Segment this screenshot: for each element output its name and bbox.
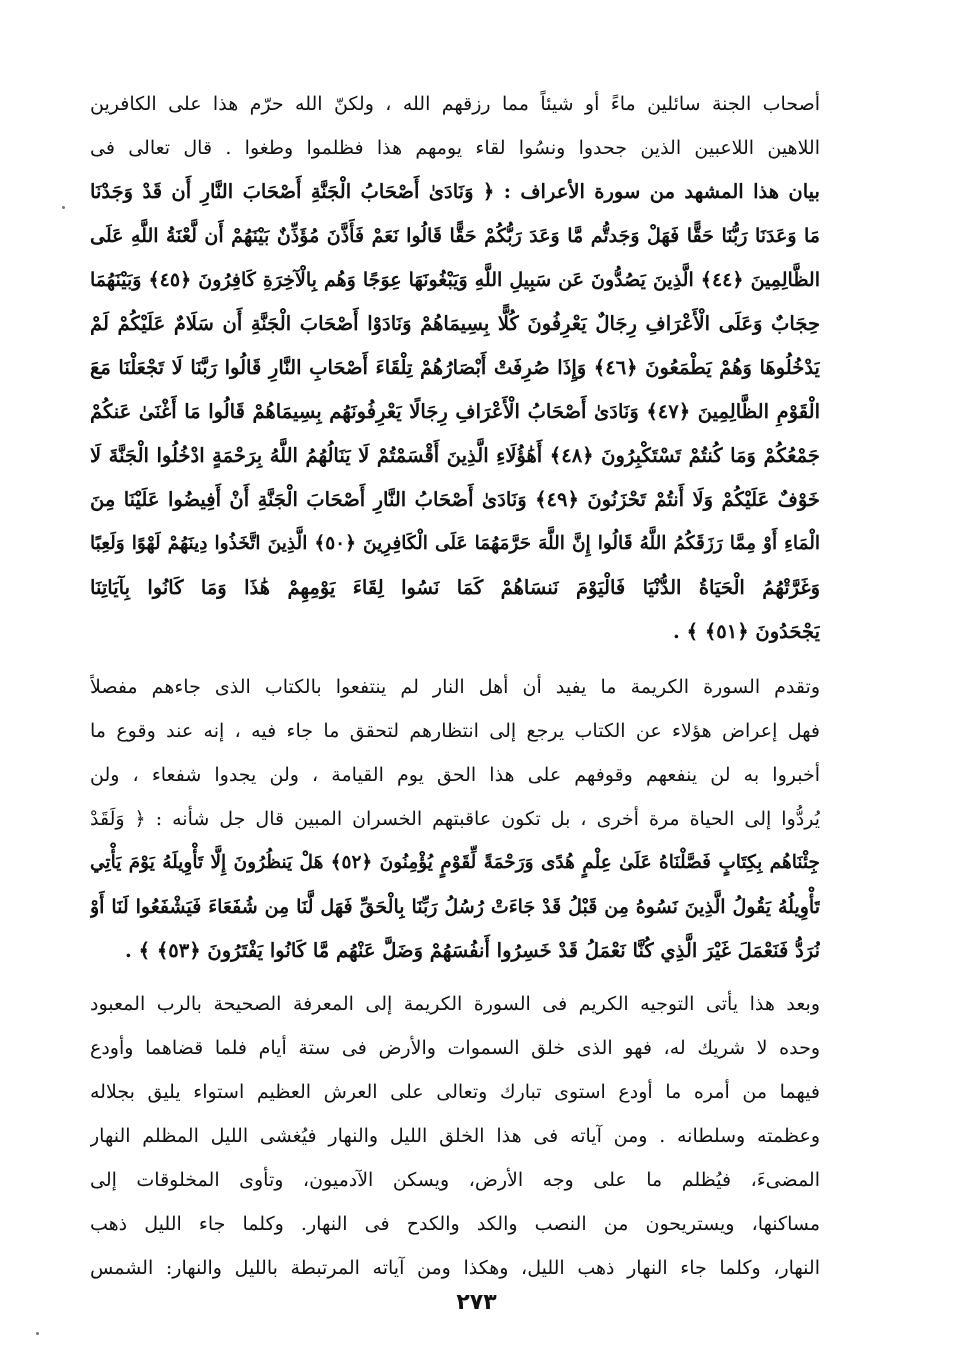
- quran-line: الْمَاءِ أَوْ مِمَّا رَزَقَكُمُ اللَّهُ قَالُوا إِنَّ اللَّهَ حَرَّمَهُمَا عَلَى الْكَافِرِينَ ﴿٥٠﴾ الَّذِينَ اتَّخَذُوا دِينَهُمْ لَهْوًا وَلَعِبًا: [90, 533, 820, 554]
- page-number: ٢٧٣: [456, 1290, 497, 1315]
- text-line: النهار، وكلما جاء النهار ذهب الليل، وهكذا ومن آياته المرتبطة بالليل والنهار: الشمس: [90, 1257, 820, 1279]
- quran-line: وَغَرَّتْهُمُ الْحَيَاةُ الدُّنْيَا فَالْيَوْمَ نَنسَاهُمْ كَمَا نَسُوا لِقَاءَ يَوْمِهِمْ هَٰذَا وَمَا كَانُوا بِآيَاتِنَا: [90, 576, 820, 599]
- text-line: فهل إعراض هؤلاء عن الكتاب يرجع إلى انتظارهم لتحقق ما جاء فيه ، إنه عند وقوع ما: [90, 720, 820, 742]
- quran-line: خَوْفٌ عَلَيْكُمْ وَلَا أَنتُمْ تَحْزَنُونَ ﴿٤٩﴾ وَنَادَىٰ أَصْحَابُ النَّارِ أَصْحَابَ الْجَنَّةِ أَنْ أَفِيضُوا عَلَيْنَا مِنَ: [90, 488, 820, 511]
- text-line: أخبروا به لن ينفعهم وقوفهم على هذا الحق يوم القيامة ، ولن يجدوا شفعاء ، ولن: [90, 764, 820, 786]
- text-line: فيهما من أمره ما أودع استوى تبارك وتعالى على العرش العظيم استواء يليق بجلاله: [90, 1081, 820, 1103]
- text-line: يُردُّوا إلى الحياة مرة أخرى ، بل تكون عاقبتهم الخسران المبين قال جل شأنه : ﴿ وَلَقَدْ: [90, 808, 820, 830]
- text-line: وحده لا شريك له، فهو الذى خلق السموات والأرض فى ستة أيام فلما قضاهما وأودع: [90, 1037, 820, 1059]
- paragraph-3: [90, 982, 820, 1290]
- quran-line: الْقَوْمِ الظَّالِمِينَ ﴿٤٧﴾ وَنَادَىٰ أَصْحَابُ الْأَعْرَافِ رِجَالًا يَعْرِفُونَهُم بِسِيمَاهُمْ قَالُوا مَا أَغْنَىٰ عَنكُمْ: [90, 400, 820, 423]
- quran-quote-1: [90, 170, 820, 654]
- text-line: وبعد هذا يأتى التوجيه الكريم فى السورة الكريمة إلى المعرفة الصحيحة بالرب المعبود: [90, 993, 820, 1015]
- paragraph-2: [90, 665, 820, 973]
- quran-line: نُرَدُّ فَنَعْمَلَ غَيْرَ الَّذِي كُنَّا نَعْمَلُ قَدْ خَسِرُوا أَنفُسَهُمْ وَضَلَّ عَنْهُم مَّا كَانُوا يَفْتَرُونَ ﴿٥٣﴾ ﴾ .: [125, 939, 820, 962]
- text-line: اللاهين اللاعبين الذين جحدوا ونسُوا لقاء يومهم هذا فظلموا وطغوا . قال تعالى فى: [90, 137, 820, 159]
- quran-line: جَمْعُكُمْ وَمَا كُنتُمْ تَسْتَكْبِرُونَ ﴿٤٨﴾ أَهَٰؤُلَاءِ الَّذِينَ أَقْسَمْتُمْ لَا يَنَالُهُمُ اللَّهُ بِرَحْمَةٍ ادْخُلُوا الْجَنَّةَ لَا: [90, 444, 820, 467]
- quran-line: الظَّالِمِينَ ﴿٤٤﴾ الَّذِينَ يَصُدُّونَ عَن سَبِيلِ اللَّهِ وَيَبْغُونَهَا عِوَجًا وَهُم بِالْآخِرَةِ كَافِرُونَ ﴿٤٥﴾ وَبَيْنَهُمَا: [90, 269, 820, 291]
- quran-line: مَا وَعَدَنَا رَبُّنَا حَقًّا فَهَلْ وَجَدتُّم مَّا وَعَدَ رَبُّكُمْ حَقًّا قَالُوا نَعَمْ فَأَذَّنَ مُؤَذِّنٌ بَيْنَهُمْ أَن لَّعْنَةُ اللَّهِ عَلَى: [90, 225, 820, 247]
- quran-quote-2: [90, 841, 820, 973]
- text-line: المضىءَ، فيُظلم ما على وجه الأرض، ويسكن الآدميون، وتأوى المخلوقات إلى: [90, 1169, 820, 1191]
- text-line: مساكنها، ويستريحون من النصب والكد والكدح فى النهار. وكلما جاء الليل ذهب: [90, 1213, 820, 1235]
- quran-line: يَدْخُلُوهَا وَهُمْ يَطْمَعُونَ ﴿٤٦﴾ وَإِذَا صُرِفَتْ أَبْصَارُهُمْ تِلْقَاءَ أَصْحَابِ النَّارِ قَالُوا رَبَّنَا لَا تَجْعَلْنَا مَعَ: [90, 356, 820, 379]
- text-line: وتقدم السورة الكريمة ما يفيد أن أهل النار لم ينتفعوا بالكتاب الذى جاءهم مفصلاً: [90, 676, 820, 698]
- quran-line: حِجَابٌ وَعَلَى الْأَعْرَافِ رِجَالٌ يَعْرِفُونَ كُلًّا بِسِيمَاهُمْ وَنَادَوْا أَصْحَابَ الْجَنَّةِ أَن سَلَامٌ عَلَيْكُمْ لَمْ: [90, 312, 820, 335]
- paragraph-1: [90, 82, 820, 654]
- scan-speck: [36, 1332, 39, 1335]
- quran-line: بيان هذا المشهد من سورة الأعراف : ﴿ وَنَادَىٰ أَصْحَابُ الْجَنَّةِ أَصْحَابَ النَّارِ أَن قَدْ وَجَدْنَا: [90, 180, 820, 203]
- text-line: أصحاب الجنة سائلين ماءً أو شيئاً مما رزقهم الله ، ولكنّ الله حرّم هذا على الكافرين: [90, 93, 820, 115]
- text-line: وعظمته وسلطانه . ومن آياته فى هذا الخلق الليل والنهار فيُغشى الليل المظلم النهار: [90, 1125, 820, 1147]
- quran-line: يَجْحَدُونَ ﴿٥١﴾ ﴾ .: [673, 620, 820, 643]
- quran-line: جِئْنَاهُم بِكِتَابٍ فَصَّلْنَاهُ عَلَىٰ عِلْمٍ هُدًى وَرَحْمَةً لِّقَوْمٍ يُؤْمِنُونَ ﴿٥٢﴾ هَلْ يَنظُرُونَ إِلَّا تَأْوِيلَهُ يَوْمَ يَأْتِي: [90, 852, 820, 873]
- scan-speck: [62, 206, 65, 209]
- quran-line: تَأْوِيلُهُ يَقُولُ الَّذِينَ نَسُوهُ مِن قَبْلُ قَدْ جَاءَتْ رُسُلُ رَبِّنَا بِالْحَقِّ فَهَل لَّنَا مِن شُفَعَاءَ فَيَشْفَعُوا لَنَا أَوْ: [90, 896, 820, 918]
